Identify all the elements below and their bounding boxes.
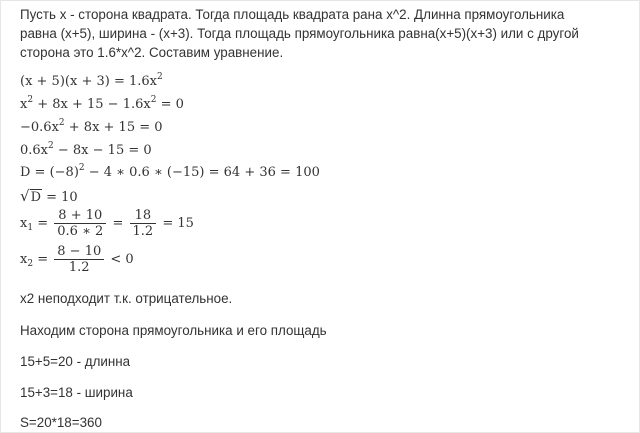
root-1-fraction-2 [130,208,157,239]
paragraph-find-sides: Находим сторона прямоугольника и его площадь [20,323,327,338]
root-2-denominator: 1.2 [68,260,90,275]
root-2-variable: x [20,252,28,267]
equation-discriminant [20,165,320,180]
root-1-equals-2: = [112,216,124,231]
intro-line-1: Пусть х - сторона квадрата. Тогда площадь квадрата рана х^2. Длинна прямоугольника [20,7,565,22]
equation-4-part-b: − 8x − 15 = 0 [53,143,152,158]
root-2-result: < 0 [110,252,134,267]
equation-3-exponent: 2 [58,118,65,128]
discriminant-part-b: − 4 ∗ 0.6 ∗ (−15) = 64 + 36 = 100 [84,165,320,180]
equation-4 [20,143,152,158]
discriminant-part-a: D = (−8) [20,165,79,180]
root-2-fraction [54,244,104,275]
root-1-numerator: 8 + 10 [54,208,106,224]
sqrt-result: = 10 [42,190,78,205]
paragraph-area: S=20*18=360 [20,415,102,430]
root-1-numerator-2: 18 [130,208,157,224]
root-1-result: = 15 [162,216,194,231]
root-1-fraction [54,208,106,239]
equation-2-part-b: + 8x + 15 − 1.6x [33,97,151,112]
intro-text [20,5,635,62]
sqrt-icon: √ [20,187,30,205]
equation-2-exponent-2: 2 [150,95,157,105]
equation-4-exponent: 2 [48,141,54,151]
root-1-subscript: 1 [27,223,34,233]
root-1-equals: = [37,216,49,231]
root-1-denominator: 0.6 ∗ 2 [57,224,104,239]
equation-root-1 [20,208,194,239]
equation-3-part-b: + 8x + 15 = 0 [64,120,163,135]
intro-line-2: равна (х+5), ширина - (х+3). Тогда площадь прямоугольника равна(х+5)(х+3) или с другой [20,26,579,41]
equation-2 [20,97,184,112]
equation-1-exponent: 2 [156,72,163,82]
equation-1-text: (x + 5)(x + 3) = 1.6x [20,74,157,89]
equation-2-exponent-1: 2 [27,95,34,105]
equation-4-part-a: 0.6x [20,143,49,158]
intro-line-3: сторона это 1.6*х^2. Составим уравнение. [20,45,284,60]
root-2-subscript: 2 [27,259,34,269]
sqrt-radicand: D [30,190,41,205]
sqrt-expression [20,187,42,205]
equation-3-part-a: −0.6x [20,120,59,135]
paragraph-length: 15+5=20 - длинна [20,354,131,369]
root-1-denominator-2: 1.2 [132,224,154,239]
equation-2-part-a: x [20,97,28,112]
root-2-numerator: 8 − 10 [54,244,104,260]
paragraph-root-rejected: х2 неподходит т.к. отрицательное. [20,291,233,306]
root-1-variable: x [20,216,28,231]
root-2-equals: = [37,252,49,267]
paragraph-width: 15+3=18 - ширина [20,385,133,400]
equation-sqrt-d [20,187,78,205]
discriminant-exponent: 2 [78,163,85,173]
equation-2-part-c: = 0 [156,97,184,112]
equation-3 [20,120,163,135]
equation-1 [20,74,163,89]
equation-root-2 [20,244,134,275]
